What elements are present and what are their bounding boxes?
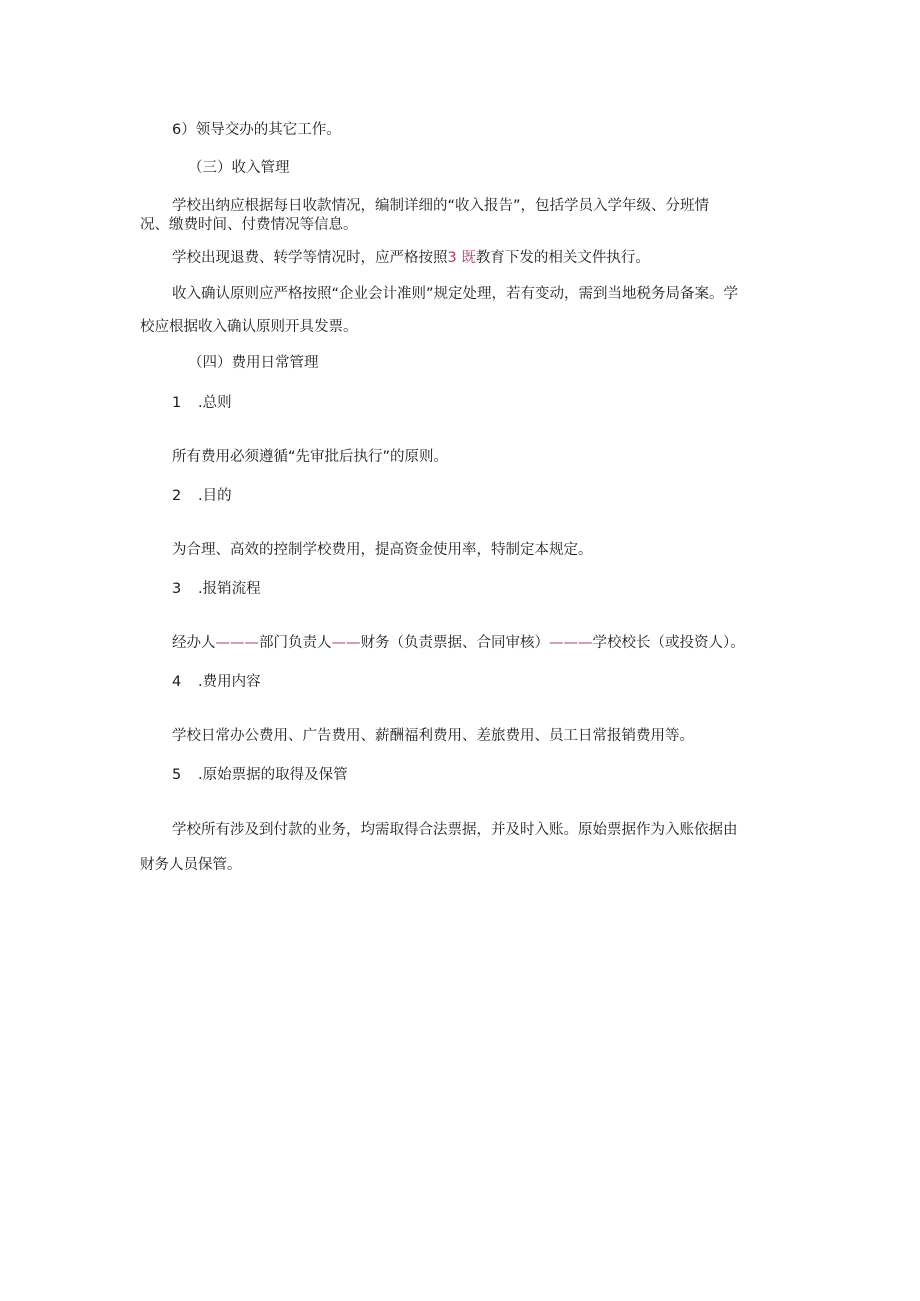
subsection-heading-1 bbox=[172, 393, 232, 413]
paragraph-income-recognition-line1: 收入确认原则应严格按照“企业会计准则”规定处理，若有变动，需到当地税务局备案。学 bbox=[172, 286, 739, 302]
subsection-title: .费用内容 bbox=[198, 674, 261, 690]
refund-text-post: 教育下发的相关文件执行。 bbox=[475, 250, 650, 266]
flow-step: 部门负责人 bbox=[259, 635, 332, 651]
paragraph-purpose: 为合理、高效的控制学校费用，提高资金使用率，特制定本规定。 bbox=[172, 542, 593, 558]
subsection-heading-3 bbox=[172, 579, 261, 599]
section-heading-expense: （四）费用日常管理 bbox=[188, 355, 319, 371]
paragraph-expense-content: 学校日常办公费用、广告费用、薪酬福利费用、差旅费用、员工日常报销费用等。 bbox=[172, 728, 694, 744]
subsection-number: 4 bbox=[172, 674, 182, 690]
subsection-title: .原始票据的取得及保管 bbox=[198, 767, 348, 783]
paragraph-income-report-line1: 学校出纳应根据每日收款情况，编制详细的“收入报告”，包括学员入学年级、分班情 bbox=[172, 198, 710, 214]
subsection-number: 2 bbox=[172, 488, 182, 504]
paragraph-general-principle: 所有费用必须遵循“先审批后执行”的原则。 bbox=[172, 449, 449, 465]
flow-dash: —— bbox=[331, 635, 361, 651]
refund-text-pre: 学校出现退费、转学等情况时，应严格按照 bbox=[172, 250, 448, 266]
subsection-title: .目的 bbox=[198, 488, 232, 504]
refund-mark: 3 既 bbox=[447, 250, 476, 266]
subsection-number: 1 bbox=[172, 395, 182, 411]
flow-dash: ——— bbox=[215, 635, 259, 651]
paragraph-receipts-line1: 学校所有涉及到付款的业务，均需取得合法票据，并及时入账。原始票据作为入账依据由 bbox=[172, 822, 738, 838]
section-heading-income: （三）收入管理 bbox=[188, 160, 290, 176]
paragraph-refund bbox=[172, 248, 650, 268]
paragraph-income-recognition-line2: 校应根据收入确认原则开具发票。 bbox=[140, 319, 358, 335]
paragraph-reimbursement-flow bbox=[172, 633, 745, 653]
subsection-number: 3 bbox=[172, 581, 182, 597]
flow-step: 学校校长（或投资人）。 bbox=[592, 635, 745, 651]
subsection-heading-5 bbox=[172, 765, 348, 785]
subsection-title: .报销流程 bbox=[198, 581, 261, 597]
flow-step: 财务（负责票据、合同审核） bbox=[360, 635, 549, 651]
list-item-6: 6）领导交办的其它工作。 bbox=[172, 122, 341, 138]
paragraph-income-report-line2: 况、缴费时间、付费情况等信息。 bbox=[140, 217, 358, 233]
flow-dash: ——— bbox=[549, 635, 593, 651]
paragraph-receipts-line2: 财务人员保管。 bbox=[140, 857, 242, 873]
subsection-heading-4 bbox=[172, 672, 261, 692]
flow-step: 经办人 bbox=[172, 635, 216, 651]
subsection-number: 5 bbox=[172, 767, 182, 783]
subsection-title: .总则 bbox=[198, 395, 232, 411]
subsection-heading-2 bbox=[172, 486, 232, 506]
